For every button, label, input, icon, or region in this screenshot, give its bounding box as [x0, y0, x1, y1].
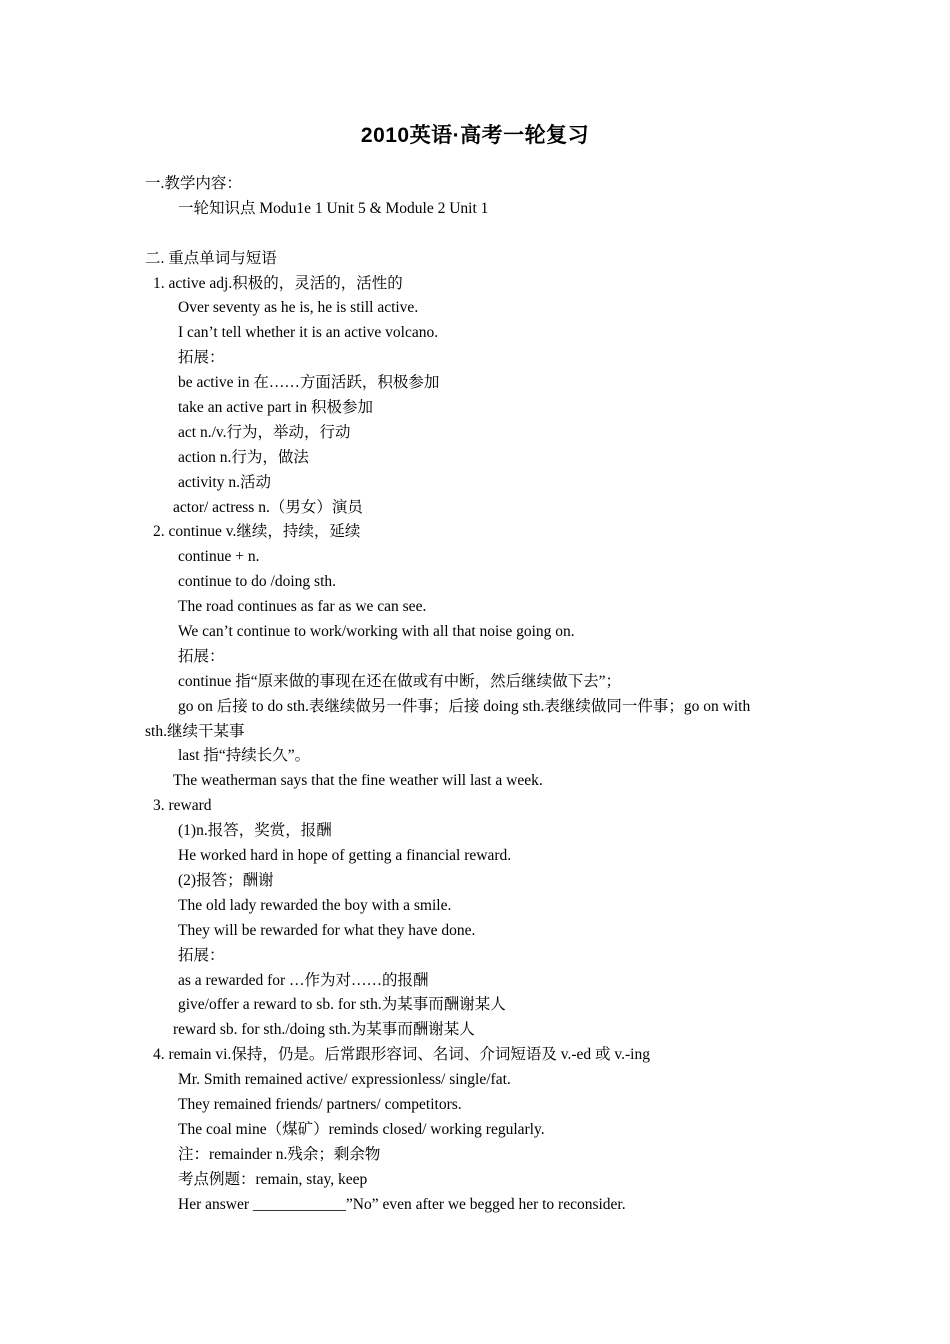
exam-point-line: 考点例题：remain, stay, keep	[178, 1170, 368, 1188]
example-sentence: The coal mine（煤矿）reminds closed/ working regularly.	[178, 1120, 545, 1138]
vocab-item-heading: 3. reward	[153, 797, 212, 815]
vocab-item-heading: 2. continue v.继续，持续，延续	[153, 523, 361, 541]
example-sentence: The weatherman says that the fine weather will last a week.	[173, 772, 543, 790]
meaning-line: (1)n.报答，奖赏，报酬	[178, 822, 332, 840]
phrase-line: reward sb. for sth./doing sth.为某事而酬谢某人	[173, 1021, 475, 1039]
example-sentence: The road continues as far as we can see.	[178, 598, 427, 616]
example-sentence: I can’t tell whether it is an active volcano.	[178, 324, 439, 342]
example-sentence: Over seventy as he is, he is still active.	[178, 299, 419, 317]
phrase-line: take an active part in 积极参加	[178, 399, 373, 417]
section-heading: 一.教学内容：	[145, 175, 242, 192]
meaning-line: (2)报答；酬谢	[178, 871, 274, 889]
paragraph: 一轮知识点 Modu1e 1 Unit 5 & Module 2 Unit 1	[178, 199, 489, 217]
usage-line: continue to do /doing sth.	[178, 573, 337, 591]
example-sentence: We can’t continue to work/working with all that noise going on.	[178, 623, 575, 641]
example-sentence: They remained friends/ partners/ competitors.	[178, 1095, 462, 1113]
note-line: sth.继续干某事	[145, 722, 245, 740]
blank-line	[0, 222, 950, 247]
phrase-line: give/offer a reward to sb. for sth.为某事而酬谢某人	[178, 996, 506, 1014]
example-sentence: He worked hard in hope of getting a financial reward.	[178, 847, 512, 865]
note-line: 注：remainder n.残余；剩余物	[178, 1145, 381, 1163]
example-sentence: Mr. Smith remained active/ expressionless/ single/fat.	[178, 1071, 511, 1089]
vocab-item-heading: 4. remain vi.保持，仍是。后常跟形容词、名词、介词短语及 v.-ed 或 v.-ing	[153, 1046, 650, 1064]
example-sentence: They will be rewarded for what they have done.	[178, 921, 476, 939]
usage-line: continue + n.	[178, 548, 260, 566]
phrase-line: act n./v.行为，举动，行动	[178, 423, 351, 441]
phrase-line: action n.行为，做法	[178, 448, 309, 466]
note-line: go on 后接 to do sth.表继续做另一件事；后接 doing sth.表继续做同一件事；go on with	[178, 697, 751, 715]
section-heading: 二. 重点单词与短语	[145, 249, 277, 267]
document-title: 2010英语·高考一轮复习	[360, 124, 590, 147]
extension-label: 拓展：	[178, 349, 225, 367]
vocab-item-heading: 1. active adj.积极的，灵活的，活性的	[153, 274, 403, 292]
document-body	[0, 172, 950, 1217]
example-sentence: The old lady rewarded the boy with a smile.	[178, 896, 452, 914]
note-line: continue 指“原来做的事现在还在做或有中断，然后继续做下去”；	[178, 672, 622, 690]
extension-label: 拓展：	[178, 946, 225, 964]
extension-label: 拓展：	[178, 647, 225, 665]
note-line: last 指“持续长久”。	[178, 747, 311, 765]
phrase-line: activity n.活动	[178, 473, 271, 491]
phrase-line: actor/ actress n.（男女）演员	[173, 498, 363, 516]
phrase-line: as a rewarded for …作为对……的报酬	[178, 971, 429, 989]
phrase-line: be active in 在……方面活跃，积极参加	[178, 374, 440, 392]
exam-question: Her answer ____________”No” even after we begged her to reconsider.	[178, 1195, 626, 1213]
